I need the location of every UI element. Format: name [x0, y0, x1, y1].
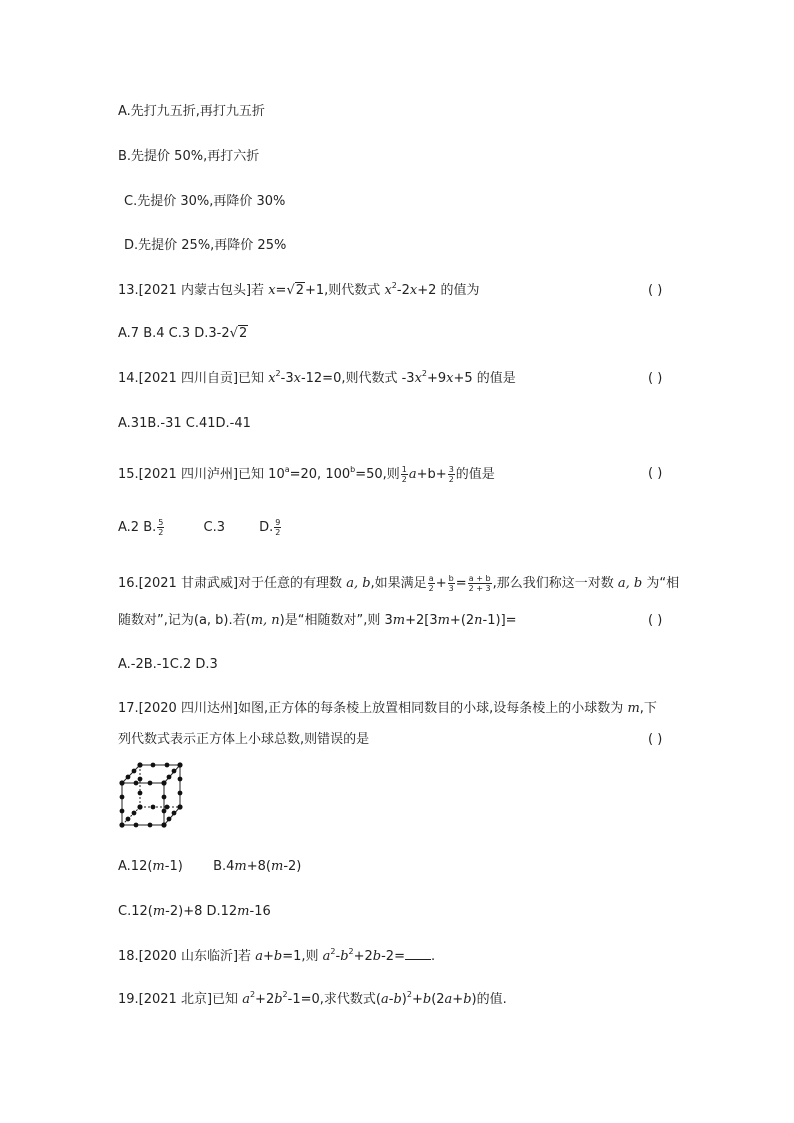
q18-text: +: [262, 949, 274, 964]
q18-text: -2=: [381, 949, 405, 964]
q14-sup: 2: [275, 369, 281, 378]
frac-den: 2: [275, 528, 281, 537]
q13-options: [118, 325, 248, 343]
q16-options: A.-2B.-1C.2 D.3: [118, 657, 218, 672]
ball: [162, 795, 167, 800]
q15-options: [118, 518, 282, 537]
q16-text: =: [455, 576, 467, 591]
answer-blank[interactable]: [405, 947, 431, 960]
ball: [132, 811, 137, 816]
q17-option: B.4: [213, 859, 235, 874]
q15-text: =50,则: [355, 467, 400, 482]
q12-option-a: A.先打九五折,再打九五折: [118, 104, 265, 119]
q14-text: 14.[2021 四川自贡]已知: [118, 371, 265, 386]
q13-options-root: 2: [238, 326, 248, 341]
var-x: x: [268, 283, 276, 298]
var-x: x: [446, 371, 454, 386]
q13-eq: =: [275, 283, 287, 298]
q17-text: 17.[2020 四川达州]如图,正方体的每条棱上放置相同数目的小球,设每条棱上的小球数为: [118, 701, 624, 716]
q19-text: -: [388, 992, 394, 1007]
q19-text: )的值.: [471, 992, 507, 1007]
var-m: m: [152, 904, 166, 919]
q18-text: +2: [353, 949, 373, 964]
q19-text: -1=0,求代数式(: [287, 992, 381, 1007]
q18-text: 18.[2020 山东临沂]若: [118, 949, 252, 964]
q19-text: +: [452, 992, 464, 1007]
ball: [178, 777, 183, 782]
var-ab: a, b: [617, 576, 643, 591]
var-ab: a, b: [346, 576, 371, 591]
var-n: n: [474, 613, 483, 628]
q19-text: +2: [255, 992, 275, 1007]
q17-stem-line1: [118, 700, 657, 718]
ball: [151, 763, 156, 768]
q17-option: +8(: [246, 859, 271, 874]
var-b: b: [274, 992, 283, 1007]
q12-option-d: D.先提价 25%,再降价 25%: [124, 238, 287, 253]
frac-den: 3: [448, 584, 454, 593]
frac-num: b: [448, 574, 454, 583]
q19-stem: [118, 991, 507, 1009]
q14-options: A.31B.-31 C.41D.-41: [118, 416, 251, 431]
var-b: b: [393, 992, 402, 1007]
var-a: a: [408, 467, 417, 482]
fraction: [448, 574, 455, 593]
q13-expr-rest: -2: [396, 283, 410, 298]
q19-sup: 2: [249, 990, 256, 999]
var-m: m: [627, 701, 640, 716]
frac-num: 5: [158, 518, 164, 527]
q13-sup: 2: [391, 281, 397, 290]
q18-sup: 2: [348, 947, 354, 956]
var-a: a: [242, 992, 250, 1007]
q19-text: +: [411, 992, 423, 1007]
var-b: b: [340, 949, 349, 964]
ball: [126, 817, 131, 822]
cube-figure: [116, 759, 188, 833]
q16-text: 为“相: [646, 576, 680, 591]
cube-edge: [122, 765, 140, 783]
q19-sup: 2: [406, 990, 412, 999]
ball: [134, 823, 139, 828]
q16-answer-bracket: ( ): [648, 613, 663, 628]
frac-num: a + b: [468, 574, 491, 583]
q14-stem: [118, 370, 516, 388]
var-x: x: [414, 371, 422, 386]
var-x: x: [268, 371, 276, 386]
q13-root-arg: 2: [295, 283, 305, 298]
frac-den: 2: [448, 475, 454, 484]
q16-text: +2[3: [405, 613, 438, 628]
q15-sup: b: [350, 465, 356, 474]
ball: [137, 804, 142, 809]
q18-text: .: [430, 949, 436, 964]
ball: [148, 781, 153, 786]
q18-text: =1,则: [282, 949, 319, 964]
q17-option: C.12(: [118, 904, 153, 919]
cube-edge: [164, 765, 180, 783]
var-b: b: [422, 992, 432, 1007]
q17-option: -1): [164, 859, 183, 874]
var-x: x: [384, 283, 392, 298]
ball: [148, 823, 153, 828]
q13-after-root: +1,则代数式: [305, 283, 381, 298]
var-a: a: [322, 949, 331, 964]
ball: [172, 769, 177, 774]
ball: [120, 809, 125, 814]
ball: [177, 804, 182, 809]
fraction: [428, 574, 435, 593]
ball: [161, 780, 166, 785]
q16-text: 16.[2021 甘肃武威]对于任意的有理数: [118, 576, 343, 591]
q13-expr-tail: +2 的值为: [417, 283, 480, 298]
ball: [172, 811, 177, 816]
frac-num: a: [428, 574, 434, 583]
q17-answer-bracket: ( ): [648, 732, 663, 747]
var-m: m: [237, 904, 250, 919]
var-a: a: [380, 992, 389, 1007]
ball: [138, 791, 143, 796]
q14-text: -3: [280, 371, 294, 386]
ball: [132, 769, 137, 774]
var-m: m: [270, 859, 284, 874]
q13-options-text: A.7 B.4 C.3 D.3-2: [118, 326, 230, 341]
q14-sup: 2: [421, 369, 427, 378]
frac-den: 2 + 3: [468, 584, 491, 593]
q14-text: +5 的值是: [453, 371, 516, 386]
q16-text: 随数对”,记为(a, b).若(: [118, 613, 251, 628]
q19-text: 19.[2021 北京]已知: [118, 992, 239, 1007]
var-b: b: [372, 949, 382, 964]
ball: [162, 809, 167, 814]
sqrt-symbol: √2: [229, 326, 248, 341]
ball: [137, 762, 142, 767]
q16-text: ,如果满足: [370, 576, 427, 591]
q18-sup: 2: [330, 947, 336, 956]
q15-answer-bracket: ( ): [648, 466, 663, 481]
q16-stem-line1: [118, 574, 679, 593]
q16-text: ,那么我们称这一对数: [492, 576, 614, 591]
q17-option: -2): [283, 859, 302, 874]
frac-num: 3: [448, 465, 454, 474]
q15-text: +b+: [416, 467, 447, 482]
q14-text: -12=0,则代数式 -3: [300, 371, 415, 386]
ball: [120, 795, 125, 800]
q15-text: 15.[2021 四川泸州]已知 10: [118, 467, 285, 482]
cube-hidden-edge: [122, 807, 140, 825]
var-m: m: [152, 859, 165, 874]
q15-stem: [118, 465, 495, 484]
fraction: [401, 465, 408, 484]
q15-text: =20, 100: [289, 467, 351, 482]
q14-text: +9: [427, 371, 447, 386]
q19-sup: 2: [282, 990, 288, 999]
var-m: m: [234, 859, 247, 874]
frac-den: 2: [158, 528, 164, 537]
q12-option-b: B.先提价 50%,再打六折: [118, 149, 260, 164]
q16-text: -1)]=: [482, 613, 517, 628]
frac-num: 1: [401, 465, 407, 474]
frac-num: 9: [275, 518, 281, 527]
q13-stem: [118, 282, 480, 300]
ball: [165, 763, 170, 768]
ball: [167, 775, 172, 780]
ball: [138, 777, 143, 782]
var-a: a: [255, 949, 263, 964]
q18-stem: [118, 947, 435, 966]
var-x: x: [409, 283, 418, 298]
cube-edge: [164, 807, 180, 825]
q18-text: -: [335, 949, 341, 964]
q19-text: ): [401, 992, 407, 1007]
fraction: [157, 518, 164, 537]
ball: [151, 805, 156, 810]
var-a: a: [444, 992, 453, 1007]
q16-text: +: [435, 576, 447, 591]
sqrt-symbol: √2: [286, 283, 305, 298]
q17-options-cd: [118, 903, 271, 921]
ball: [119, 822, 124, 827]
q15-text: 的值是: [455, 467, 495, 482]
q15-option: C.3: [203, 520, 225, 535]
q15-sup: a: [284, 465, 290, 474]
ball: [119, 780, 124, 785]
var-m: m: [437, 613, 450, 628]
var-b: b: [463, 992, 472, 1007]
q16-text: )是“相随数对”,则 3: [279, 613, 393, 628]
ball: [177, 762, 182, 767]
q16-stem-line2: [118, 612, 517, 630]
q17-text: ,下: [639, 701, 657, 716]
q15-option: D.: [259, 520, 274, 535]
ball: [165, 805, 170, 810]
frac-den: 2: [401, 475, 407, 484]
q14-answer-bracket: ( ): [648, 371, 663, 386]
fraction: [448, 465, 455, 484]
ball: [167, 817, 172, 822]
frac-den: 2: [428, 584, 434, 593]
var-m: m: [392, 613, 406, 628]
ball: [161, 822, 166, 827]
ball: [178, 791, 183, 796]
fraction: [468, 574, 492, 593]
q15-option: A.2 B.: [118, 520, 157, 535]
ball: [134, 781, 139, 786]
q17-option: A.12(: [118, 859, 153, 874]
ball: [126, 775, 131, 780]
q13-prefix: 13.[2021 内蒙古包头]若: [118, 283, 265, 298]
q12-option-c: C.先提价 30%,再降价 30%: [124, 194, 286, 209]
q17-options-ab: [118, 858, 301, 876]
q17-option: -2)+8 D.12: [165, 904, 238, 919]
var-b: b: [273, 949, 283, 964]
q19-text: (2: [431, 992, 445, 1007]
fraction: [274, 518, 281, 537]
q13-answer-bracket: ( ): [648, 283, 663, 298]
var-x: x: [293, 371, 301, 386]
var-mn: m, n: [250, 613, 280, 628]
q17-option: -16: [249, 904, 271, 919]
q17-stem-line2: 列代数式表示正方体上小球总数,则错误的是: [118, 732, 370, 747]
q16-text: +(2: [449, 613, 475, 628]
